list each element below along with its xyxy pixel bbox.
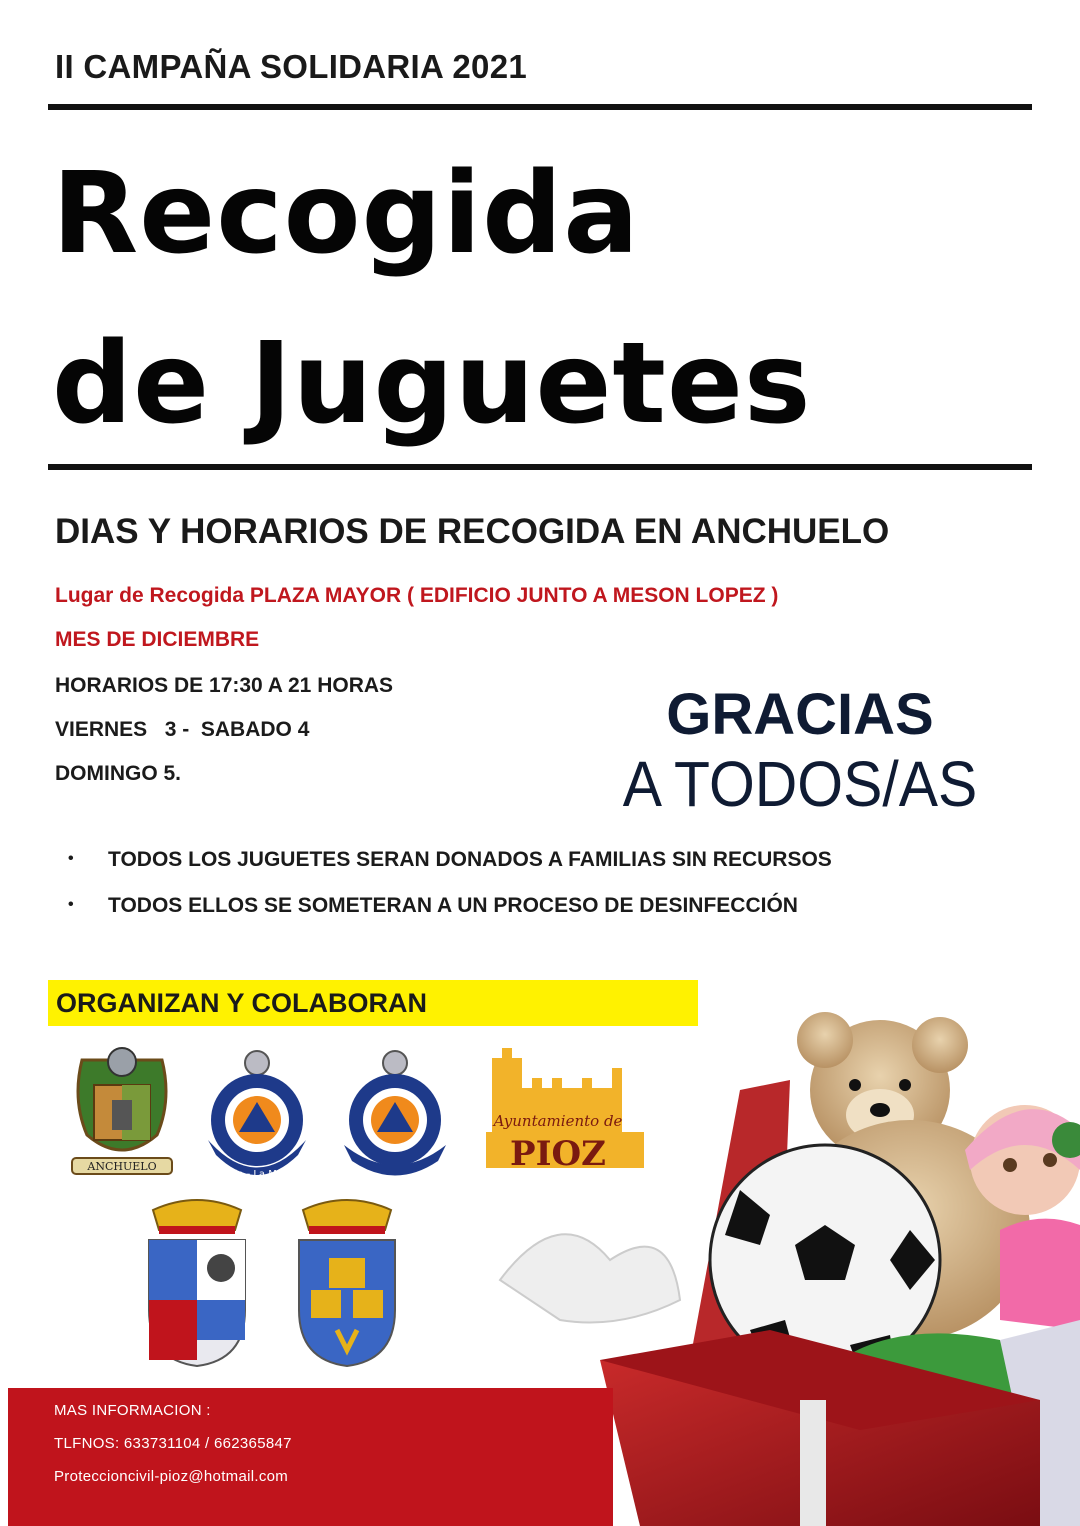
- contact-footer: [8, 1388, 613, 1526]
- bottom-divider: [48, 464, 1032, 470]
- notes-list: [62, 848, 832, 940]
- thanks-line-1: GRACIAS: [666, 682, 934, 747]
- note-item: • TODOS ELLOS SE SOMETERAN A UN PROCESO DE DESINFECCIÓN: [62, 894, 832, 940]
- organizers-label: ORGANIZAN Y COLABORAN: [56, 988, 428, 1018]
- top-divider: [48, 104, 1032, 110]
- title-line-2: de Juguetes: [52, 319, 812, 449]
- schedule-subheading: DIAS Y HORARIOS DE RECOGIDA EN ANCHUELO: [55, 512, 890, 551]
- more-info-label: MAS INFORMACION :: [54, 1402, 211, 1419]
- thanks-line-2: A TODOS/AS: [622, 748, 978, 820]
- pickup-month: MES DE DICIEMBRE: [55, 628, 260, 651]
- municipal-shield-2-logo: [293, 1190, 401, 1368]
- svg-text:Ayuntamiento de: Ayuntamiento de: [493, 1112, 623, 1130]
- svg-text:ANCHUELO: ANCHUELO: [87, 1160, 157, 1173]
- proteccion-civil-torres-logo: [336, 1045, 454, 1177]
- pickup-location: Lugar de Recogida PLAZA MAYOR ( EDIFICIO JUNTO A MESON LOPEZ ): [55, 584, 779, 607]
- pickup-days: VIERNES 3 - SABADO 4: [55, 718, 310, 741]
- svg-text:Castilla - La Mancha: Castilla - La Mancha: [206, 1169, 308, 1180]
- pickup-hours: HORARIOS DE 17:30 A 21 HORAS: [55, 674, 394, 697]
- proteccion-civil-pioz-logo: [198, 1045, 316, 1185]
- note-item: • TODOS LOS JUGUETES SERAN DONADOS A FAMILIAS SIN RECURSOS: [62, 848, 832, 894]
- campaign-heading: II CAMPAÑA SOLIDARIA 2021: [55, 48, 528, 85]
- anchuelo-coat-of-arms-logo: [62, 1040, 182, 1180]
- phone-numbers: TLFNOS: 633731104 / 662365847: [54, 1435, 292, 1452]
- pickup-sunday: DOMINGO 5.: [55, 762, 182, 785]
- title-line-1: Recogida: [52, 149, 640, 279]
- contact-email: Proteccioncivil-pioz@hotmail.com: [54, 1468, 289, 1485]
- svg-text:PIOZ: PIOZ: [510, 1134, 606, 1170]
- municipal-shield-1-logo: [143, 1190, 251, 1368]
